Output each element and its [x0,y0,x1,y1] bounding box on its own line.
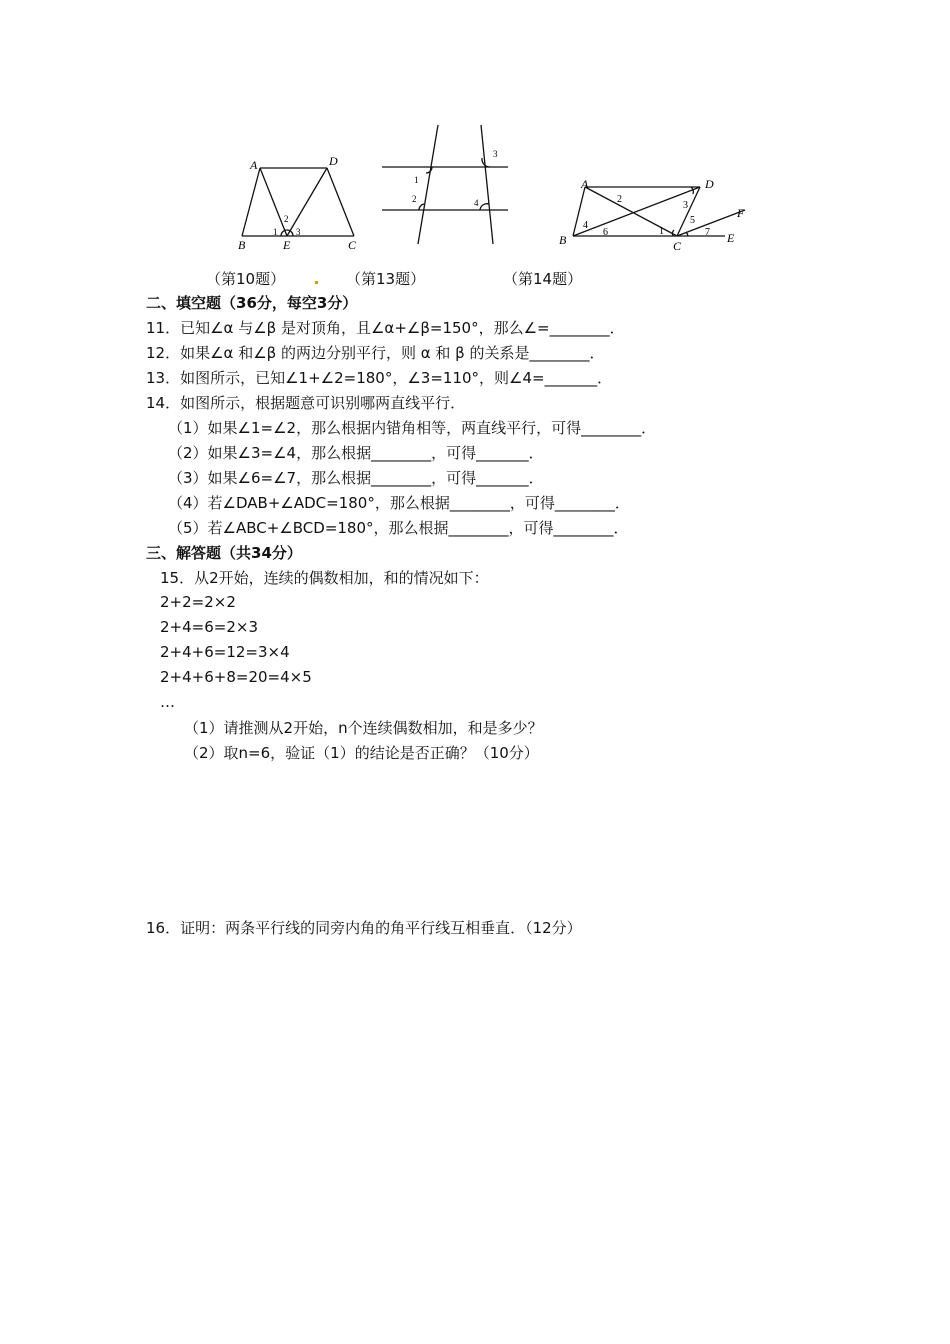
section2-heading: 二、填空题（36分，每空3分） [146,294,358,312]
question-15-1: （1）请推测从2开始，n个连续偶数相加，和是多少？ [184,719,543,737]
question-14-5: （5）若∠ABC+∠BCD=180°，那么根据________，可得________． [168,519,629,537]
q15-equation-3: 2+4+6=12=3×4 [160,643,290,661]
question-14: 14．如图所示，根据题意可识别哪两直线平行． [146,394,466,412]
q15-equation-4: 2+4+6+8=20=4×5 [160,668,312,686]
fig14-label-b: B [559,233,567,247]
fig14-angle-5: 5 [690,215,695,226]
fig14-label-e: E [727,231,735,245]
question-14-1: （1）如果∠1=∠2，那么根据内错角相等，两直线平行，可得________． [168,419,657,437]
fig14-label-c: C [673,239,682,252]
fig10-label-d: D [329,154,338,168]
fig10-label-b: B [238,238,246,252]
section3-heading: 三、解答题（共34分） [146,544,302,562]
question-15-2: （2）取n=6，验证（1）的结论是否正确？（10分） [184,744,539,762]
fig14-label-a: A [581,177,589,191]
decor-dot [315,281,318,284]
question-11: 11．已知∠α 与∠β 是对顶角，且∠α+∠β=150°，那么∠=________． [146,319,625,337]
q15-equation-1: 2+2=2×2 [160,593,236,611]
question-14-4: （4）若∠DAB+∠ADC=180°，那么根据________，可得________． [168,494,630,512]
figure-14 [555,172,755,252]
fig10-angle-2: 2 [284,214,289,224]
question-14-2: （2）如果∠3=∠4，那么根据________，可得_______． [168,444,544,462]
fig13-angle-1: 1 [414,175,419,185]
fig10-angle-3: 3 [296,227,301,237]
fig14-angle-1b: 1 [659,226,664,237]
caption-fig13: （第13题） [346,270,426,288]
fig14-angle-6: 6 [603,227,608,238]
figure-10 [232,150,362,254]
q15-ellipsis: … [160,693,175,711]
fig14-angle-1: 2 [617,194,622,205]
question-15: 15．从2开始，连续的偶数相加，和的情况如下： [160,569,489,587]
figure-13 [380,122,515,248]
caption-fig14: （第14题） [503,270,583,288]
fig10-angle-1: 1 [273,227,278,237]
question-14-3: （3）如果∠6=∠7，那么根据________，可得_______． [168,469,544,487]
fig10-label-e: E [283,238,291,252]
fig13-angle-2: 2 [412,194,417,204]
fig14-angle-7: 7 [705,227,710,238]
caption-fig10: （第10题） [206,270,286,288]
fig14-angle-3: 3 [683,200,688,211]
question-13: 13．如图所示，已知∠1+∠2=180°，∠3=110°，则∠4=_______． [146,369,613,387]
question-16: 16．证明：两条平行线的同旁内角的角平行线互相垂直．（12分） [146,919,582,937]
question-12: 12．如果∠α 和∠β 的两边分别平行，则 α 和 β 的关系是________． [146,344,605,362]
fig14-label-d: D [705,177,714,191]
fig13-angle-3: 3 [493,149,498,159]
fig14-angle-4: 4 [583,220,588,231]
q15-equation-2: 2+4=6=2×3 [160,618,258,636]
fig10-label-a: A [250,158,258,172]
fig10-label-c: C [348,238,357,252]
fig13-angle-4: 4 [474,198,479,208]
fig14-label-f: F [737,206,745,220]
